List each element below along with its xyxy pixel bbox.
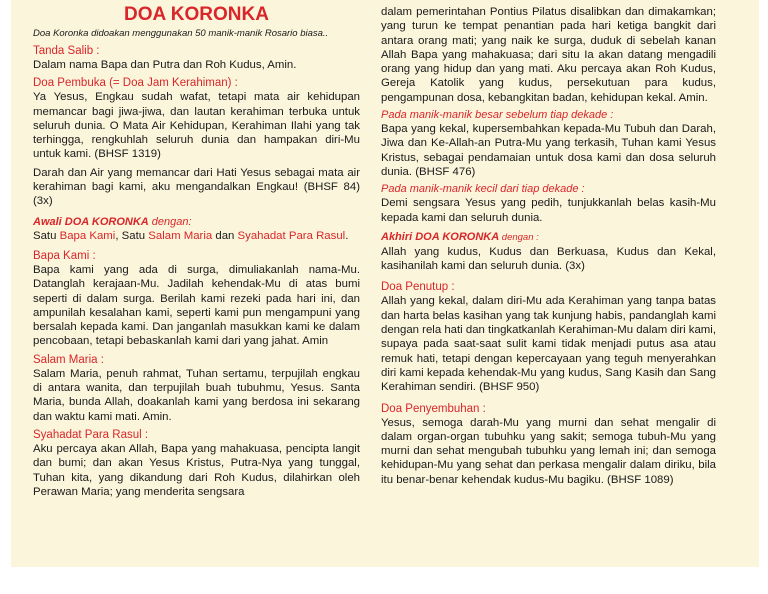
manik-besar-heading: Pada manik-manik besar sebelum tiap dekade :: [381, 109, 614, 122]
awali-text: [33, 229, 360, 243]
bapa-kami-heading: Bapa Kami :: [33, 249, 96, 262]
manik-kecil-heading: Pada manik-manik kecil dari tiap dekade :: [381, 183, 585, 196]
doa-pembuka-heading: Doa Pembuka (= Doa Jam Kerahiman) :: [33, 77, 238, 90]
doa-penutup-text: Allah yang kekal, dalam diri-Mu ada Kerahiman yang tanpa batas dan harta belas kasihan yang tak kunjung habis, pandanglah kami dengan rela hati dan tingkatkanlah Kerahiman-Mu dalam diri kami, supaya pada saat-saat sulit kami tidak menjadi putus asa atau remuk hati, tetapi dengan kepercayaan yang teguh menyerahkan diri kami kepada kehendak-Mu yang kudus, Sang Kasih dan Sang Kerahiman sendiri. (BHSF 950): [381, 295, 716, 394]
akhiri-heading-bold: Akhiri DOA KORONKA: [381, 230, 500, 243]
awali-heading: [33, 215, 360, 229]
doa-penutup-heading: Doa Penutup :: [381, 281, 455, 294]
salam-maria-text: Salam Maria, penuh rahmat, Tuhan sertamu, terpujilah engkau di antara wanita, dan terpujilah buah tubuhmu, Yesus. Santa Maria, bunda Allah, doakanlah kami yang berdosa ini sekarang dan waktu kami mati. Amin.: [33, 367, 360, 423]
left-column: [33, 0, 360, 499]
akhiri-text: Allah yang kudus, Kudus dan Berkuasa, Kudus dan Kekal, kasihanilah kami dan seluruh dunia. (3x): [381, 245, 716, 273]
tanda-salib-heading: Tanda Salib :: [33, 45, 100, 57]
manik-besar-text: Bapa yang kekal, kupersembahkan kepada-Mu Tubuh dan Darah, Jiwa dan Ke-Allah-an Putra-Mu yang terkasih, Tuhan kami Yesus Kristus, sebagai pendamaian untuk dosa kami dan dosa seluruh dunia. (BHSF 476): [381, 123, 716, 178]
doa-pembuka-text-2: Darah dan Air yang memancar dari Hati Yesus sebagai mata air kerahiman bagi kami, aku mengandalkan Engkau! (BHSF 84) (3x): [33, 166, 360, 208]
bapa-kami-text: Bapa kami yang ada di surga, dimuliakanlah nama-Mu. Datanglah kerajaan-Mu. Jadilah kehendak-Mu di atas bumi seperti di dalam surga. Berilah kami rezeki pada hari ini, dan ampunilah kesalahan kami, seperti kami pun mengampuni yang bersalah kepada kami. Dan janganlah masukkan kami ke dalam pencobaan, tetapi bebaskanlah kami dari yang jahat. Amin: [33, 263, 360, 348]
page-title: DOA KORONKA: [124, 4, 269, 25]
awali-heading-bold: Awali DOA KORONKA: [33, 215, 149, 228]
doa-pembuka-text-1: Ya Yesus, Engkau sudah wafat, tetapi mata air kehidupan memancar bagi jiwa-jiwa, dan lautan kerahiman terbuka untuk seluruh dunia. O Mata Air Kehidupan, Kerahiman Ilahi yang tak terhingga, rengkuhlah seluruh dunia dan hampakan diri-Mu untuk kami. (BHSF 1319): [33, 91, 360, 161]
doa-penyembuhan-heading: Doa Penyembuhan :: [381, 402, 486, 415]
prayer-page: [11, 0, 759, 567]
awali-link-bapa-kami: Bapa Kami: [59, 229, 116, 242]
awali-link-salam-maria: Salam Maria: [148, 229, 213, 242]
page-subtitle: Doa Koronka didoakan menggunakan 50 manik-manik Rosario biasa..: [33, 28, 329, 39]
salam-maria-heading: Salam Maria :: [33, 353, 104, 366]
syahadat-heading: Syahadat Para Rasul :: [33, 428, 149, 441]
doa-penyembuhan-text: Yesus, semoga darah-Mu yang murni dan sehat mengalir di dalam organ-organ tubuhku yang sakit; semoga tubuh-Mu yang murni dan sehat mengubah tubuhku yang lemah ini; dan semoga kehidupan-Mu yang sehat dan perkasa mengalir dalam diriku, bila itu benar-benar kehendak kudus-Mu bagiku. (BHSF 1089): [381, 416, 716, 486]
akhiri-heading-rest: dengan :: [499, 231, 539, 243]
right-column: [381, 5, 716, 487]
awali-text-2: , Satu: [115, 229, 149, 242]
manik-kecil-text: Demi sengsara Yesus yang pedih, tunjukkanlah belas kasih-Mu kepada kami dan seluruh dunia.: [381, 197, 716, 224]
tanda-salib-text: Dalam nama Bapa dan Putra dan Roh Kudus, Amin.: [33, 59, 297, 71]
awali-text-3: dan: [212, 229, 238, 242]
awali-heading-rest: dengan:: [148, 215, 192, 228]
awali-text-1: Satu: [33, 229, 60, 242]
syahadat-continued-text: dalam pemerintahan Pontius Pilatus disalibkan dan dimakamkan; yang turun ke tempat penantian pada hari ketiga bangkit dari antara orang mati; yang naik ke surga, duduk di sebelah kanan Allah Bapa yang mahakuasa; dari situ Ia akan datang mengadili orang yang hidup dan yang mati. Aku percaya akan Roh Kudus, Gereja Katolik yang kudus, persekutuan para kudus, pengampunan dosa, kebangkitan badan, kehidupan kekal. Amin.: [381, 6, 716, 104]
syahadat-text: Aku percaya akan Allah, Bapa yang mahakuasa, pencipta langit dan bumi; dan akan Yesus Kristus, Putra-Nya yang tunggal, Tuhan kita, yang dikandung dari Roh Kudus, dilahirkan oleh Perawan Maria; yang menderita sengsara: [33, 442, 360, 498]
akhiri-heading: [381, 230, 716, 245]
awali-link-syahadat: Syahadat Para Rasul: [237, 229, 346, 242]
awali-text-4: .: [345, 229, 349, 242]
